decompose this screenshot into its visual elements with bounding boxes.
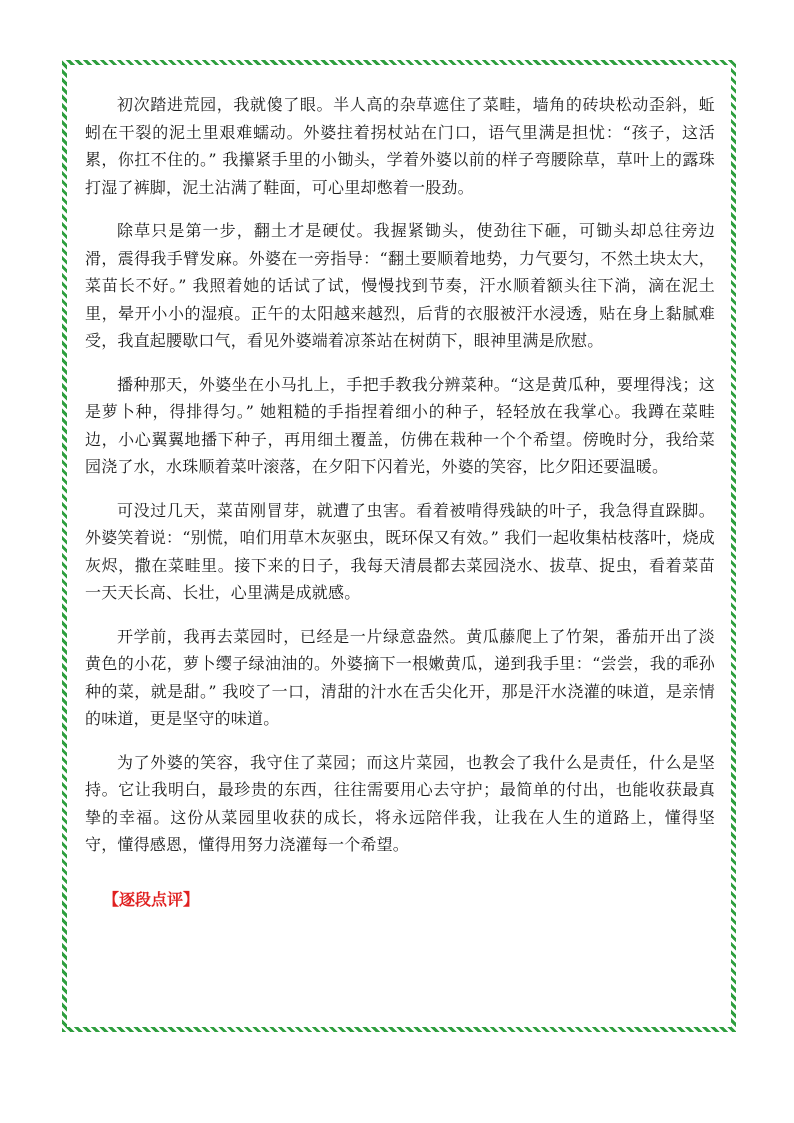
- paragraph-5: 开学前，我再去菜园时，已经是一片绿意盎然。黄瓜藤爬上了竹架，番茄开出了淡黄色的小花，萝卜缨子绿油油的。外婆摘下一根嫩黄瓜，递到我手里：“尝尝，我的乖孙种的菜，就是甜。” 我咬了一口，清甜的汁水在舌尖化开，那是汗水浇灌的味道，是亲情的味道，更是坚守的味道。: [85, 626, 715, 728]
- paragraph-6: 为了外婆的笑容，我守住了菜园；而这片菜园，也教会了我什么是责任，什么是坚持。它让我明白，最珍贵的东西，往往需要用心去守护；最简单的付出，也能收获最真挚的幸福。这份从菜园里收获的成长，将永远陪伴我，让我在人生的道路上，懂得坚守，懂得感恩，懂得用努力浇灌每一个希望。: [85, 752, 715, 854]
- paragraph-3: 播种那天，外婆坐在小马扎上，手把手教我分辨菜种。“这是黄瓜种，要埋得浅；这是萝卜种，得排得匀。” 她粗糙的手指捏着细小的种子，轻轻放在我掌心。我蹲在菜畦边，小心翼翼地播下种子，再用细土覆盖，仿佛在栽种一个个希望。傍晚时分，我给菜园浇了水，水珠顺着菜叶滚落，在夕阳下闪着光，外婆的笑容，比夕阳还要温暖。: [85, 374, 715, 476]
- paragraph-2: 除草只是第一步，翻土才是硬仗。我握紧锄头，使劲往下砸，可锄头却总往旁边滑，震得我手臂发麻。外婆在一旁指导：“翻土要顺着地势，力气要匀，不然土块太大，菜苗长不好。” 我照着她的话试了试，慢慢找到节奏，汗水顺着额头往下淌，滴在泥土里，晕开小小的湿痕。正午的太阳越来越烈，后背的衣服被汗水浸透，贴在身上黏腻难受，我直起腰歇口气，看见外婆端着凉茶站在树荫下，眼神里满是欣慰。: [85, 221, 715, 350]
- paragraph-4: 可没过几天，菜苗刚冒芽，就遭了虫害。看着被啃得残缺的叶子，我急得直跺脚。外婆笑着说：“别慌，咱们用草木灰驱虫，既环保又有效。” 我们一起收集枯枝落叶，烧成灰烬，撒在菜畦里。接下来的日子，我每天清晨都去菜园浇水、拔草、捉虫，看着菜苗一天天长高、长壮，心里满是成就感。: [85, 500, 715, 602]
- essay-body: [85, 91, 715, 910]
- comment-heading: 【逐段点评】: [103, 889, 200, 909]
- green-dashed-frame: [62, 60, 736, 1032]
- paragraph-1: 初次踏进荒园，我就傻了眼。半人高的杂草遮住了菜畦，墙角的砖块松动歪斜，蚯蚓在干裂的泥土里艰难蠕动。外婆拄着拐杖站在门口，语气里满是担忧：“孩子，这活累，你扛不住的。” 我攥紧手里的小锄头，学着外婆以前的样子弯腰除草，草叶上的露珠打湿了裤脚，泥土沾满了鞋面，可心里却憋着一股劲。: [85, 95, 715, 197]
